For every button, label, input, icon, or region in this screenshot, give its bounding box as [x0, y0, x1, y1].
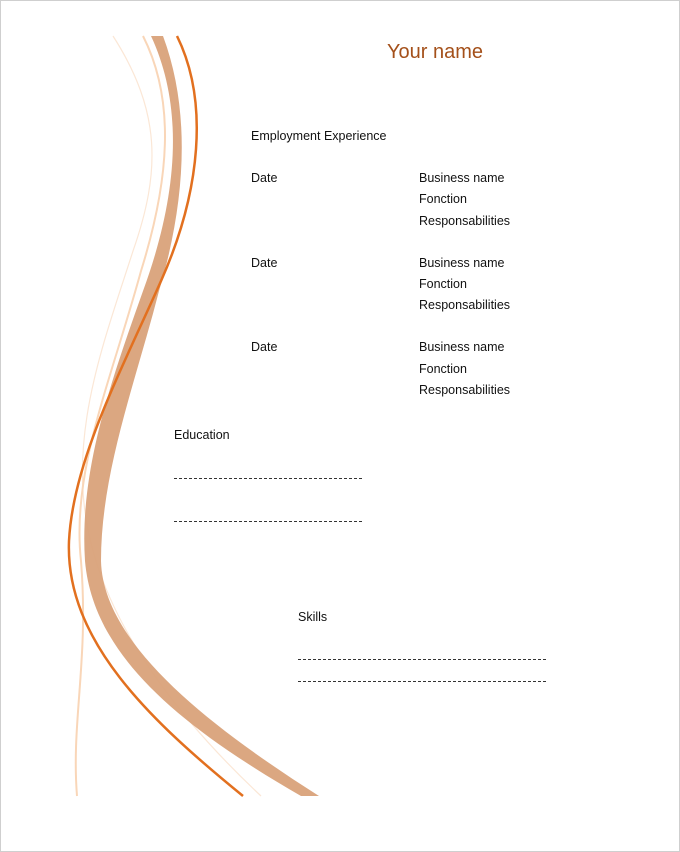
entry-date: Date — [251, 340, 278, 354]
education-heading: Education — [174, 428, 230, 442]
entry-function: Fonction — [419, 277, 467, 291]
education-line-1 — [174, 478, 362, 479]
entry-responsibilities: Responsabilities — [419, 383, 511, 397]
entry-date: Date — [251, 171, 278, 185]
entry-business-name: Business name — [419, 340, 505, 354]
swoosh-band-tan — [84, 36, 319, 796]
entry-business-name: Business name — [419, 171, 505, 185]
entry-function: Fonction — [419, 362, 467, 376]
entry-function: Fonction — [419, 192, 467, 206]
entry-business-name: Business name — [419, 256, 505, 270]
skills-line-1 — [298, 659, 546, 660]
employment-heading: Employment Experience — [251, 129, 387, 143]
education-line-2 — [174, 521, 362, 522]
entry-responsibilities: Responsabilities — [419, 298, 511, 312]
skills-heading: Skills — [298, 610, 328, 624]
skills-line-2 — [298, 681, 546, 682]
entry-responsibilities: Responsabilities — [419, 214, 511, 228]
entry-date: Date — [251, 256, 278, 270]
resume-name: Your name — [387, 41, 483, 63]
